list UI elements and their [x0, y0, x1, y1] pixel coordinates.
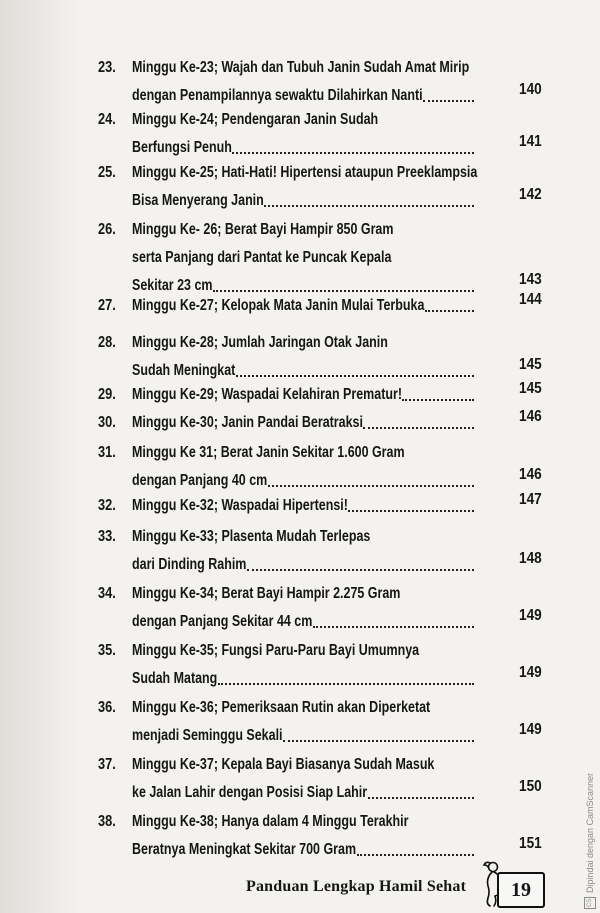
toc-entry-number: 38.: [98, 813, 116, 830]
toc-entry: [98, 58, 542, 114]
toc-entry-title-line: dengan Panjang 40 cm: [132, 472, 268, 489]
toc-entry-line: [132, 783, 538, 803]
toc-entry-title-line: Minggu Ke-23; Wajah dan Tubuh Janin Sudah Amat Mirip: [132, 59, 470, 76]
toc-entry: [98, 333, 542, 389]
toc-page-number: 147: [519, 491, 542, 508]
toc-entry-title-line: Minggu Ke-25; Hati-Hati! Hipertensi ataupun Preeklampsia: [132, 164, 478, 181]
toc-entry-title-line: dengan Penampilannya sewaktu Dilahirkan Nanti: [132, 87, 423, 104]
toc-entry-title-line: Sudah Matang: [132, 670, 218, 687]
toc-entry-line: [132, 840, 538, 860]
toc-entry: [98, 380, 542, 413]
toc-entry-number: 33.: [98, 528, 116, 545]
toc-entry: [98, 110, 542, 166]
toc-entry-line: [132, 110, 538, 130]
toc-entry-title-line: Minggu Ke-24; Pendengaran Janin Sudah: [132, 111, 379, 128]
toc-entry-line: [132, 698, 538, 718]
toc-dot-leader: [425, 304, 474, 312]
toc-dot-leader: [232, 146, 474, 154]
toc-entry-number: 24.: [98, 111, 116, 128]
toc-page-number: 146: [519, 466, 542, 483]
toc-entry-title-line: Minggu Ke-30; Janin Pandai Beratraksi: [132, 414, 363, 431]
toc-entry-number: 31.: [98, 444, 116, 461]
toc-entry-line: [132, 726, 538, 746]
toc-entry: [98, 443, 542, 499]
toc-entry-title-line: Minggu Ke-35; Fungsi Paru-Paru Bayi Umumnya: [132, 642, 420, 659]
toc-entry-number: 37.: [98, 756, 116, 773]
toc-entry-line: [132, 443, 538, 463]
toc-entry: [98, 491, 542, 524]
toc-entry-line: [132, 669, 538, 689]
toc-entry-line: [132, 612, 538, 632]
toc-entry-line: [132, 413, 538, 433]
toc-entry-title-line: Minggu Ke-27; Kelopak Mata Janin Mulai Terbuka: [132, 297, 425, 314]
toc-entry-number: 29.: [98, 386, 116, 403]
toc-entry-line: [132, 58, 538, 78]
toc-page-number: 149: [519, 664, 542, 681]
toc-entry: [98, 584, 542, 640]
toc-entry-title-line: Berfungsi Penuh: [132, 139, 232, 156]
toc-page-number: 141: [519, 133, 542, 150]
toc-entry-title-line: Beratnya Meningkat Sekitar 700 Gram: [132, 841, 357, 858]
toc-entry-title-line: Sekitar 23 cm: [132, 277, 213, 294]
toc-entry-line: [132, 641, 538, 661]
toc-page-number: 151: [519, 835, 542, 852]
toc-page-number: 150: [519, 778, 542, 795]
toc-entry-number: 27.: [98, 297, 116, 314]
toc-entry-title-line: Sudah Meningkat: [132, 362, 236, 379]
toc-entry-line: [132, 191, 538, 211]
toc-entry: [98, 755, 542, 811]
book-title-footer: Panduan Lengkap Hamil Sehat: [246, 878, 467, 895]
toc-entry-title-line: ke Jalan Lahir dengan Posisi Siap Lahir: [132, 784, 368, 801]
toc-entry: [98, 220, 542, 304]
toc-page-number: 148: [519, 550, 542, 567]
toc-entry-title-line: serta Panjang dari Pantat ke Puncak Kepala: [132, 249, 392, 266]
toc-entry-title-line: Minggu Ke-37; Kepala Bayi Biasanya Sudah Masuk: [132, 756, 435, 773]
toc-entry-number: 26.: [98, 221, 116, 238]
toc-dot-leader: [268, 479, 474, 487]
toc-entry-line: [132, 220, 538, 240]
toc-entry-number: 32.: [98, 497, 116, 514]
toc-dot-leader: [313, 620, 474, 628]
toc-page-number: 140: [519, 81, 542, 98]
toc-entry-number: 25.: [98, 164, 116, 181]
toc-dot-leader: [247, 563, 474, 571]
toc-entry-title-line: dengan Panjang Sekitar 44 cm: [132, 613, 313, 630]
toc-entry-number: 35.: [98, 642, 116, 659]
toc-entry-line: [132, 584, 538, 604]
toc-page-number: 149: [519, 607, 542, 624]
toc-dot-leader: [368, 791, 474, 799]
toc-dot-leader: [402, 393, 474, 401]
toc-entry-title-line: Bisa Menyerang Janin: [132, 192, 264, 209]
toc-entry-number: 28.: [98, 334, 116, 351]
toc-entry-number: 34.: [98, 585, 116, 602]
toc-entry: [98, 641, 542, 697]
camscanner-watermark: [582, 719, 598, 909]
toc-entry-line: [132, 361, 538, 381]
toc-entry-line: [132, 86, 538, 106]
toc-page-number: 146: [519, 408, 542, 425]
toc-dot-leader: [213, 284, 474, 292]
toc-entry-title-line: Minggu Ke 31; Berat Janin Sekitar 1.600 Gram: [132, 444, 405, 461]
toc-entry-number: 36.: [98, 699, 116, 716]
toc-entry-title-line: Minggu Ke- 26; Berat Bayi Hampir 850 Gram: [132, 221, 394, 238]
toc-entry-number: 30.: [98, 414, 116, 431]
toc-entry-title-line: menjadi Seminggu Sekali: [132, 727, 283, 744]
toc-page-number: 142: [519, 186, 542, 203]
toc-dot-leader: [348, 504, 474, 512]
toc-page-number: 144: [519, 291, 542, 308]
toc-entry-line: [132, 248, 538, 268]
toc-entry-title-line: Minggu Ke-29; Waspadai Kelahiran Prematur!: [132, 386, 402, 403]
toc-entry-line: [132, 385, 538, 405]
toc-dot-leader: [218, 677, 474, 685]
toc-entry-title-line: Minggu Ke-38; Hanya dalam 4 Minggu Terakhir: [132, 813, 409, 830]
camscanner-text: Dipindai dengan CamScanner: [585, 772, 595, 893]
toc-entry: [98, 698, 542, 754]
toc-entry-title-line: Minggu Ke-36; Pemeriksaan Rutin akan Diperketat: [132, 699, 431, 716]
toc-dot-leader: [236, 369, 474, 377]
toc-entry-title-line: Minggu Ke-34; Berat Bayi Hampir 2.275 Gram: [132, 585, 401, 602]
toc-page-number: 149: [519, 721, 542, 738]
toc-page-number: 145: [519, 380, 542, 397]
toc-page-number: 145: [519, 356, 542, 373]
toc-page-number: 143: [519, 271, 542, 288]
toc-entry-line: [132, 527, 538, 547]
toc-entry: [98, 163, 542, 219]
toc-entry-line: [132, 555, 538, 575]
toc-entry: [98, 527, 542, 583]
toc-dot-leader: [363, 421, 474, 429]
toc-entry-line: [132, 496, 538, 516]
toc-entry-line: [132, 296, 538, 316]
toc-entry-line: [132, 471, 538, 491]
toc-entry-line: [132, 276, 538, 296]
page-number-badge: 19: [497, 872, 545, 908]
toc-entry-line: [132, 138, 538, 158]
toc-entry: [98, 812, 542, 868]
toc-entry-title-line: Minggu Ke-33; Plasenta Mudah Terlepas: [132, 528, 371, 545]
toc-entry: [98, 408, 542, 441]
toc-entry-title-line: dari Dinding Rahim: [132, 556, 247, 573]
camscanner-logo-icon: CS: [584, 897, 596, 909]
toc-entry-line: [132, 163, 538, 183]
toc-dot-leader: [264, 199, 474, 207]
toc-entry-line: [132, 333, 538, 353]
toc-entry-line: [132, 812, 538, 832]
toc-entry-number: 23.: [98, 59, 116, 76]
toc-entry-title-line: Minggu Ke-28; Jumlah Jaringan Otak Janin: [132, 334, 388, 351]
toc-dot-leader: [423, 94, 474, 102]
toc-entry-title-line: Minggu Ke-32; Waspadai Hipertensi!: [132, 497, 348, 514]
toc-entry: [98, 291, 542, 324]
toc-dot-leader: [357, 848, 474, 856]
toc-dot-leader: [283, 734, 474, 742]
toc-entry-line: [132, 755, 538, 775]
